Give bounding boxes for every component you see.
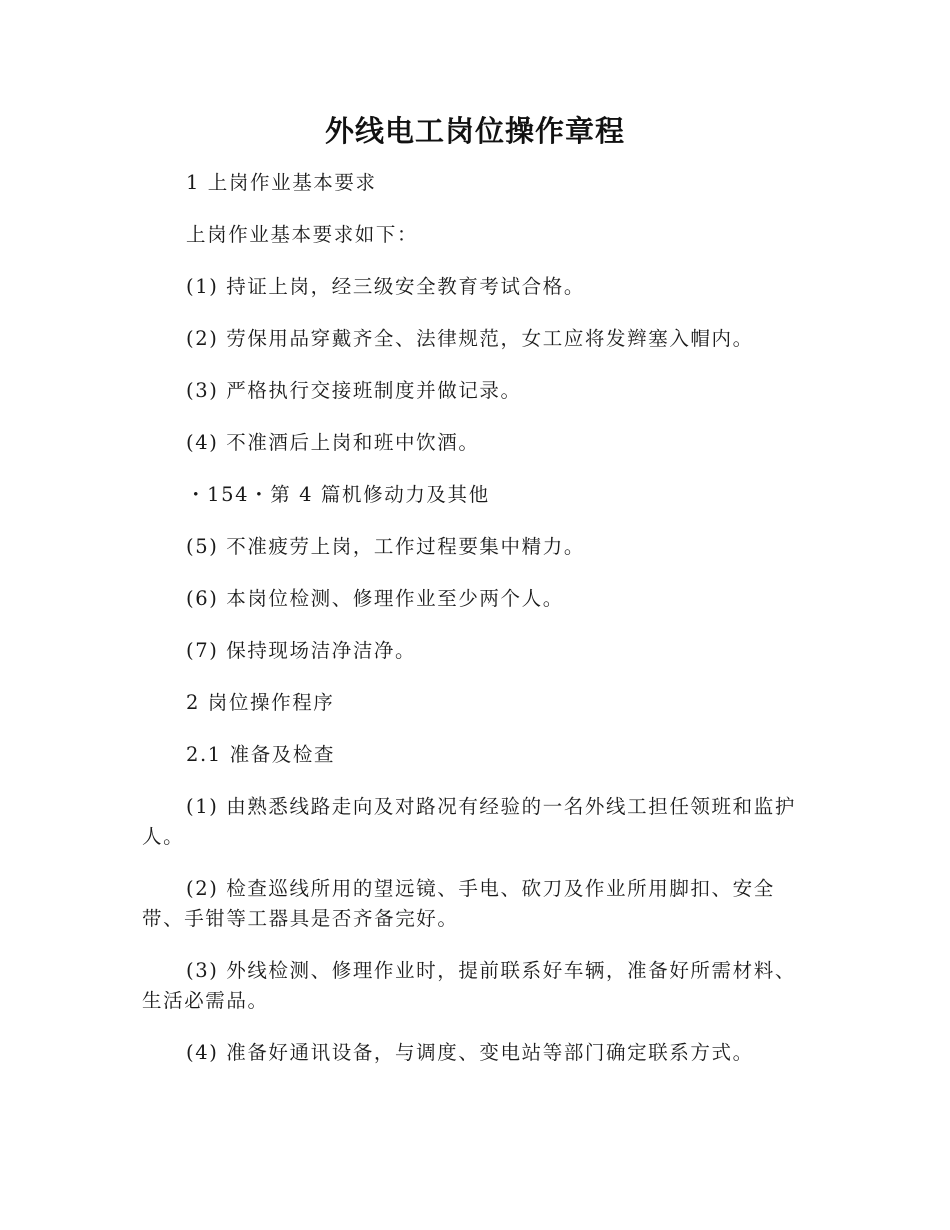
requirement-item-3: (3) 严格执行交接班制度并做记录。 [186,379,522,402]
section-heading-2: 2 岗位操作程序 [186,691,335,714]
requirement-item-6: (6) 本岗位检测、修理作业至少两个人。 [186,587,564,610]
requirement-item-7: (7) 保持现场洁净洁净。 [186,639,417,662]
preparation-item-2: (2) 检查巡线所用的望远镜、手电、砍刀及作业所用脚扣、安全带、手钳等工器具是否齐备完好。 [142,877,775,930]
page-reference-line: ・154・第 4 篇机修动力及其他 [186,483,490,506]
preparation-item-4: (4) 准备好通讯设备，与调度、变电站等部门确定联系方式。 [186,1041,754,1064]
requirement-item-4: (4) 不准酒后上岗和班中饮酒。 [186,431,480,454]
requirement-item-2: (2) 劳保用品穿戴齐全、法律规范，女工应将发辫塞入帽内。 [186,327,754,350]
section-heading-1: 1 上岗作业基本要求 [186,171,377,194]
requirement-item-1: (1) 持证上岗，经三级安全教育考试合格。 [186,275,585,298]
preparation-item-3: (3) 外线检测、修理作业时，提前联系好车辆，准备好所需材料、生活必需品。 [142,959,796,1012]
page-title: 外线电工岗位操作章程 [324,114,625,148]
preparation-item-1: (1) 由熟悉线路走向及对路况有经验的一名外线工担任领班和监护人。 [142,795,796,848]
subsection-heading-2-1: 2.1 准备及检查 [186,743,336,766]
intro-paragraph: 上岗作业基本要求如下： [186,223,419,246]
requirement-item-5: (5) 不准疲劳上岗，工作过程要集中精力。 [186,535,585,558]
document-body [142,168,814,1090]
